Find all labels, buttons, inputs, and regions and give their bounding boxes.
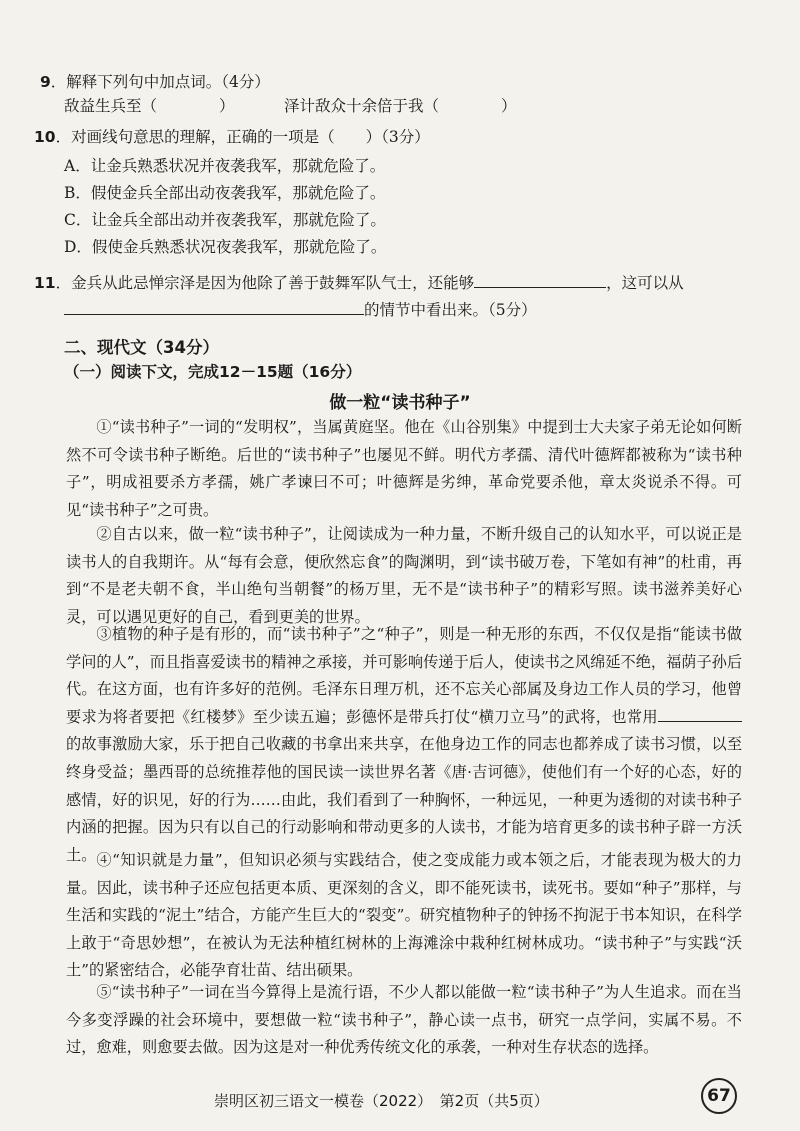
question-10 — [34, 127, 430, 147]
question-number: 10 — [34, 128, 56, 146]
paragraph-3-part-a: ③植物的种子是有形的，而“读书种子”之“种子”，则是一种无形的东西，不仅仅是指“能读书做学问的人”，而且指喜爱读书的精神之承接，并可影响传递于后人，使读书之风绵延不绝，福荫子孙后代。在这方面，也有许多好的范例。毛泽东日理万机，还不忘关心部属及身边工作人员的学习，他曾要求为将者要把《红楼梦》至少读五遍；彭德怀是带兵打仗“横刀立马”的武将，也常用 — [66, 625, 743, 726]
paragraph-1: ①“读书种子”一词的“发明权”，当属黄庭坚。他在《山谷别集》中提到士大夫家子弟无论如何断然不可令读书种子断绝。后世的“读书种子”也屡见不鲜。明代方孝孺、清代叶德辉都被称为“读书种子”，明成祖要杀方孝孺，姚广孝谏曰不可；叶德辉是劣绅，革命党要杀他，章太炎说杀不得。可见“读书种子”之可贵。 — [66, 418, 742, 519]
paragraph-5: ⑤“读书种子”一词在当今算得上是流行语，不少人都以能做一粒“读书种子”为人生追求。而在当今多变浮躁的社会环境中，要想做一粒“读书种子”，静心读一点书，研究一点学问，实属不易。不过，愈难，则愈要去做。因为这是对一种优秀传统文化的承袭，一种对生存状态的选择。 — [66, 983, 742, 1057]
section-subheading: （一）阅读下文，完成12－15题（16分） — [64, 363, 362, 381]
answer-blank[interactable] — [658, 707, 742, 722]
question-9 — [40, 72, 270, 92]
question-11-line2 — [64, 298, 537, 320]
paragraph-4: ④“知识就是力量”，但知识必须与实践结合，使之变成能力或本领之后，才能表现为极大的力量。因此，读书种子还应包括更本质、更深刻的含义，即不能死读书，读死书。要如“种子”那样，与生活和实践的“泥土”结合，方能产生巨大的“裂变”。研究植物种子的钟扬不拘泥于书本知识，在科学上敢于“奇思妙想”，在被认为无法种植红树林的上海滩涂中栽种红树林成功。“读书种子”与实践“沃土”的紧密结合，必能孕育壮苗、结出硕果。 — [66, 851, 742, 980]
option-b: B．假使金兵全部出动夜袭我军，那就危险了。 — [64, 184, 386, 202]
q9-item-1: 敌益生兵至（ ） — [64, 97, 235, 115]
section-heading: 二、现代文（34分） — [64, 338, 219, 357]
question-11 — [34, 271, 684, 293]
question-text-b: ，这可以从 — [606, 274, 684, 292]
article-title: 做一粒“读书种子” — [329, 393, 471, 413]
page-footer: 崇明区初三语文一模卷（2022） 第2页（共5页） — [214, 1092, 549, 1110]
paragraph-3-part-b: 的故事激励大家，乐于把自己收藏的书拿出来共享，在他身边工作的同志也都养成了读书习惯，以至终身受益；墨西哥的总统推荐他的国民读一读世界名著《唐·吉诃德》，使他们有一个好的心态，好的感情，好的识见，好的行为……由此，我们看到了一种胸怀，一种远见，一种更为透彻的对读书种子内涵的把握。因为只有以自己的行动影响和带动更多的人读书，才能为培育更多的读书种子辟一方沃土。 — [66, 735, 742, 864]
q9-item-2: 泽计敌众十余倍于我（ ） — [284, 97, 517, 115]
question-text: ．解释下列句中加点词。（4分） — [50, 73, 270, 91]
option-d: D．假使金兵熟悉状况夜袭我军，那就危险了。 — [64, 238, 387, 256]
question-number: 9 — [40, 73, 51, 91]
question-text: ．对画线句意思的理解，正确的一项是（ ）（3分） — [55, 128, 430, 146]
option-a: A．让金兵熟悉状况并夜袭我军，那就危险了。 — [64, 157, 386, 175]
question-number: 11 — [34, 274, 56, 292]
page-number-badge: 67 — [701, 1078, 737, 1114]
answer-blank[interactable] — [474, 271, 606, 288]
paragraph-3 — [66, 621, 742, 869]
option-c: C．让金兵全部出动并夜袭我军，那就危险了。 — [64, 211, 386, 229]
answer-blank[interactable] — [64, 298, 364, 315]
question-text-a: ．金兵从此忌惮宗泽是因为他除了善于鼓舞军队气士，还能够 — [55, 274, 475, 292]
question-text-c: 的情节中看出来。（5分） — [364, 301, 537, 319]
paragraph-2: ②自古以来，做一粒“读书种子”，让阅读成为一种力量，不断升级自己的认知水平，可以说正是读书人的自我期许。从“每有会意，便欣然忘食”的陶渊明，到“读书破万卷，下笔如有神”的杜甫，再到“不是老夫朝不食，半山绝句当朝餐”的杨万里，无不是“读书种子”的精彩写照。读书滋养美好心灵，可以遇见更好的自己，看到更美的世界。 — [66, 525, 742, 626]
